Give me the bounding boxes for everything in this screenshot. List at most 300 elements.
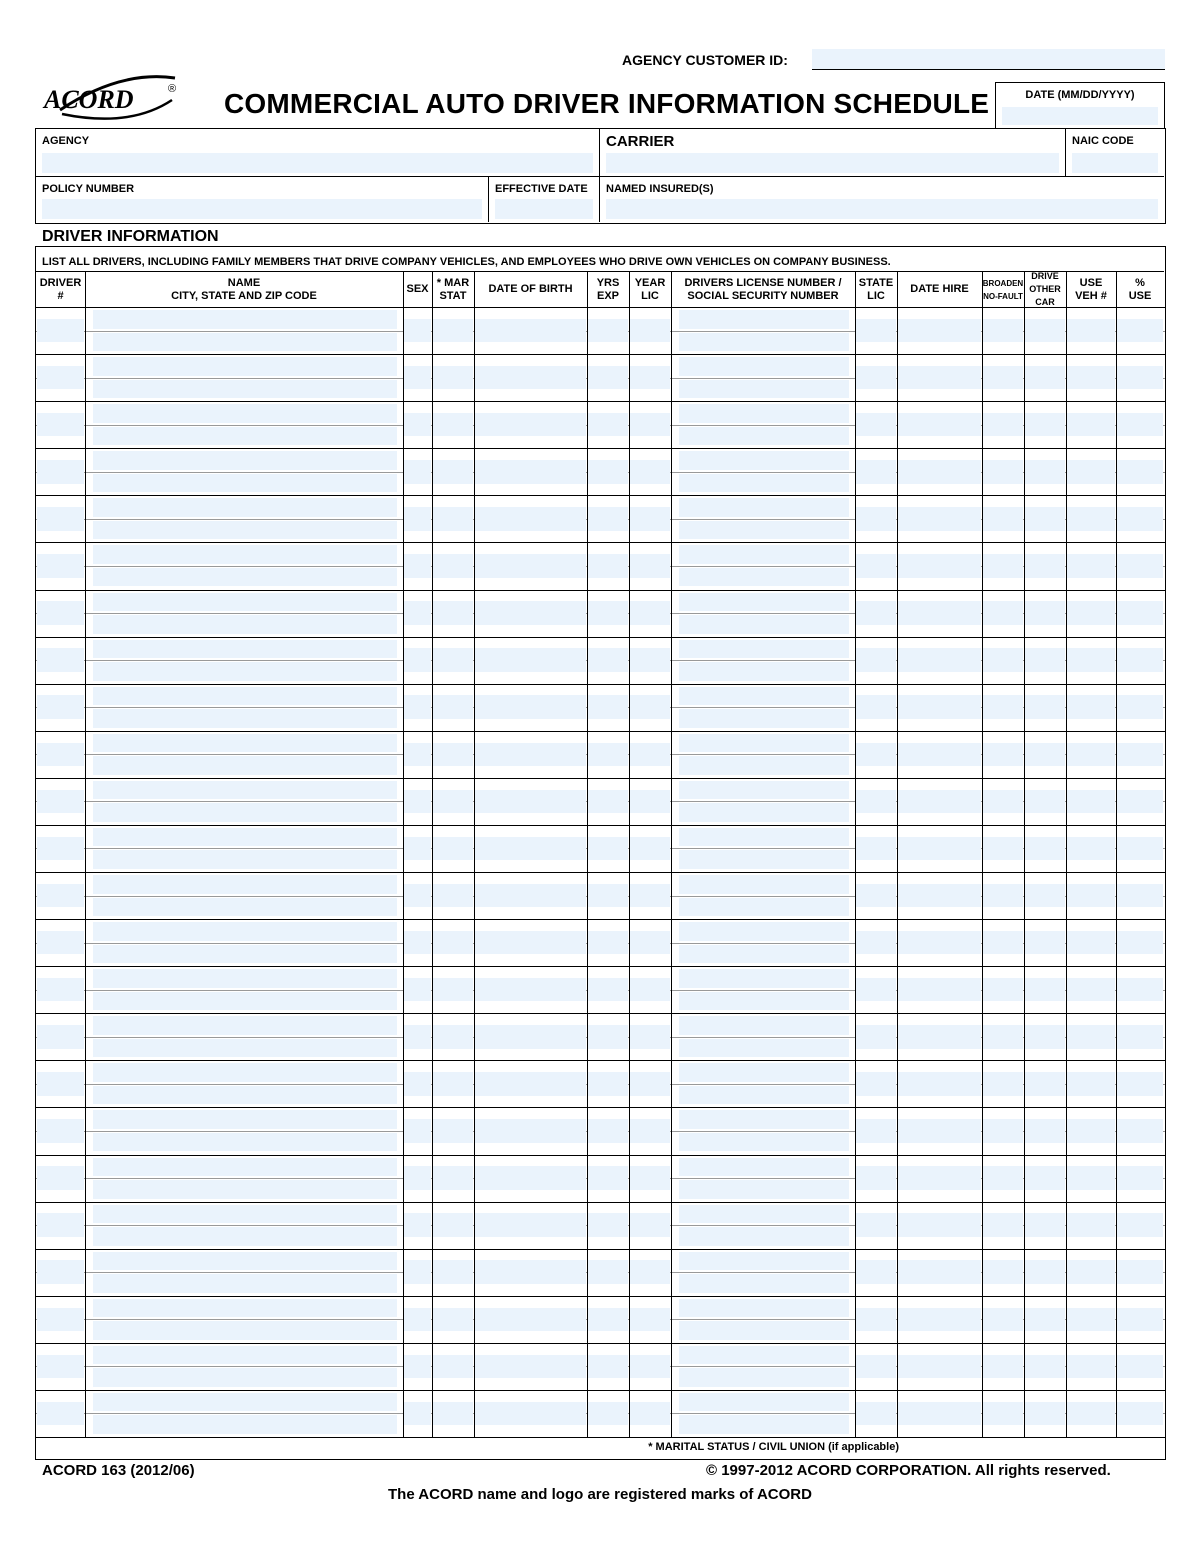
cell-license-ssn[interactable]: [679, 521, 849, 540]
cell-sex[interactable]: [404, 1260, 431, 1284]
cell-broaden[interactable]: [983, 366, 1023, 390]
cell-license-ssn[interactable]: [679, 1227, 849, 1246]
cell-hire[interactable]: [898, 319, 981, 343]
cell-name-name[interactable]: [93, 498, 397, 517]
cell-license-ssn[interactable]: [679, 803, 849, 822]
cell-dob[interactable]: [475, 1025, 586, 1049]
cell-license-license[interactable]: [679, 404, 849, 423]
cell-name-city-state-zip[interactable]: [93, 380, 397, 399]
cell-dob[interactable]: [475, 978, 586, 1002]
cell-mar[interactable]: [433, 601, 473, 625]
cell-hire[interactable]: [898, 978, 981, 1002]
cell-driver[interactable]: [37, 884, 84, 908]
cell-name-name[interactable]: [93, 1158, 397, 1177]
cell-drive_other[interactable]: [1025, 837, 1065, 861]
cell-sex[interactable]: [404, 695, 431, 719]
cell-name-city-state-zip[interactable]: [93, 1368, 397, 1387]
cell-yrs[interactable]: [588, 931, 628, 955]
cell-mar[interactable]: [433, 554, 473, 578]
cell-dob[interactable]: [475, 648, 586, 672]
cell-driver[interactable]: [37, 507, 84, 531]
cell-pct_use[interactable]: [1117, 695, 1163, 719]
cell-license-ssn[interactable]: [679, 1133, 849, 1152]
cell-pct_use[interactable]: [1117, 837, 1163, 861]
cell-license-license[interactable]: [679, 781, 849, 800]
cell-license-license[interactable]: [679, 1252, 849, 1271]
cell-mar[interactable]: [433, 1308, 473, 1332]
cell-yrs[interactable]: [588, 366, 628, 390]
cell-yrs[interactable]: [588, 978, 628, 1002]
cell-driver[interactable]: [37, 790, 84, 814]
cell-pct_use[interactable]: [1117, 790, 1163, 814]
cell-broaden[interactable]: [983, 1072, 1023, 1096]
cell-driver[interactable]: [37, 460, 84, 484]
cell-sex[interactable]: [404, 1355, 431, 1379]
cell-state[interactable]: [856, 1213, 896, 1237]
cell-state[interactable]: [856, 366, 896, 390]
cell-name-city-state-zip[interactable]: [93, 709, 397, 728]
cell-dob[interactable]: [475, 1072, 586, 1096]
cell-pct_use[interactable]: [1117, 1072, 1163, 1096]
cell-driver[interactable]: [37, 1402, 84, 1426]
cell-yrs[interactable]: [588, 1166, 628, 1190]
cell-driver[interactable]: [37, 648, 84, 672]
cell-state[interactable]: [856, 790, 896, 814]
cell-state[interactable]: [856, 931, 896, 955]
cell-name-city-state-zip[interactable]: [93, 898, 397, 917]
cell-mar[interactable]: [433, 1402, 473, 1426]
cell-sex[interactable]: [404, 884, 431, 908]
cell-yrs[interactable]: [588, 1119, 628, 1143]
cell-name-name[interactable]: [93, 781, 397, 800]
cell-year[interactable]: [630, 1213, 670, 1237]
cell-hire[interactable]: [898, 884, 981, 908]
cell-drive_other[interactable]: [1025, 1025, 1065, 1049]
cell-license-license[interactable]: [679, 828, 849, 847]
cell-year[interactable]: [630, 1355, 670, 1379]
cell-hire[interactable]: [898, 1308, 981, 1332]
cell-license-ssn[interactable]: [679, 615, 849, 634]
cell-yrs[interactable]: [588, 790, 628, 814]
cell-hire[interactable]: [898, 1402, 981, 1426]
cell-yrs[interactable]: [588, 695, 628, 719]
cell-driver[interactable]: [37, 931, 84, 955]
cell-yrs[interactable]: [588, 1355, 628, 1379]
cell-state[interactable]: [856, 554, 896, 578]
cell-name-city-state-zip[interactable]: [93, 1274, 397, 1293]
cell-pct_use[interactable]: [1117, 460, 1163, 484]
cell-license-license[interactable]: [679, 357, 849, 376]
cell-year[interactable]: [630, 743, 670, 767]
cell-year[interactable]: [630, 1308, 670, 1332]
cell-drive_other[interactable]: [1025, 1260, 1065, 1284]
cell-license-license[interactable]: [679, 1205, 849, 1224]
cell-year[interactable]: [630, 978, 670, 1002]
cell-mar[interactable]: [433, 695, 473, 719]
cell-broaden[interactable]: [983, 507, 1023, 531]
cell-hire[interactable]: [898, 1072, 981, 1096]
cell-state[interactable]: [856, 978, 896, 1002]
cell-hire[interactable]: [898, 460, 981, 484]
cell-hire[interactable]: [898, 648, 981, 672]
cell-drive_other[interactable]: [1025, 1402, 1065, 1426]
cell-driver[interactable]: [37, 837, 84, 861]
naic-field[interactable]: [1072, 153, 1158, 173]
cell-yrs[interactable]: [588, 319, 628, 343]
cell-sex[interactable]: [404, 413, 431, 437]
cell-license-license[interactable]: [679, 1393, 849, 1412]
cell-mar[interactable]: [433, 366, 473, 390]
cell-name-city-state-zip[interactable]: [93, 1039, 397, 1058]
cell-pct_use[interactable]: [1117, 884, 1163, 908]
cell-sex[interactable]: [404, 931, 431, 955]
cell-sex[interactable]: [404, 1025, 431, 1049]
cell-driver[interactable]: [37, 1355, 84, 1379]
cell-hire[interactable]: [898, 1213, 981, 1237]
cell-use_veh[interactable]: [1067, 743, 1115, 767]
cell-yrs[interactable]: [588, 837, 628, 861]
cell-name-name[interactable]: [93, 922, 397, 941]
cell-pct_use[interactable]: [1117, 1308, 1163, 1332]
cell-drive_other[interactable]: [1025, 554, 1065, 578]
cell-license-license[interactable]: [679, 498, 849, 517]
cell-name-city-state-zip[interactable]: [93, 662, 397, 681]
cell-license-ssn[interactable]: [679, 709, 849, 728]
cell-pct_use[interactable]: [1117, 507, 1163, 531]
cell-broaden[interactable]: [983, 1308, 1023, 1332]
cell-drive_other[interactable]: [1025, 695, 1065, 719]
cell-dob[interactable]: [475, 460, 586, 484]
cell-broaden[interactable]: [983, 1025, 1023, 1049]
cell-state[interactable]: [856, 1402, 896, 1426]
cell-hire[interactable]: [898, 1260, 981, 1284]
cell-state[interactable]: [856, 601, 896, 625]
cell-drive_other[interactable]: [1025, 790, 1065, 814]
cell-year[interactable]: [630, 837, 670, 861]
cell-year[interactable]: [630, 366, 670, 390]
cell-broaden[interactable]: [983, 1355, 1023, 1379]
cell-yrs[interactable]: [588, 1213, 628, 1237]
cell-name-city-state-zip[interactable]: [93, 474, 397, 493]
cell-state[interactable]: [856, 884, 896, 908]
cell-yrs[interactable]: [588, 743, 628, 767]
cell-dob[interactable]: [475, 1260, 586, 1284]
cell-hire[interactable]: [898, 695, 981, 719]
cell-use_veh[interactable]: [1067, 366, 1115, 390]
cell-license-license[interactable]: [679, 310, 849, 329]
cell-dob[interactable]: [475, 1355, 586, 1379]
cell-state[interactable]: [856, 1355, 896, 1379]
cell-driver[interactable]: [37, 978, 84, 1002]
cell-pct_use[interactable]: [1117, 1166, 1163, 1190]
cell-sex[interactable]: [404, 460, 431, 484]
cell-name-city-state-zip[interactable]: [93, 1086, 397, 1105]
cell-license-ssn[interactable]: [679, 1180, 849, 1199]
cell-pct_use[interactable]: [1117, 743, 1163, 767]
cell-year[interactable]: [630, 1025, 670, 1049]
cell-hire[interactable]: [898, 743, 981, 767]
cell-name-name[interactable]: [93, 1393, 397, 1412]
cell-drive_other[interactable]: [1025, 1166, 1065, 1190]
cell-dob[interactable]: [475, 837, 586, 861]
cell-use_veh[interactable]: [1067, 1119, 1115, 1143]
cell-sex[interactable]: [404, 1072, 431, 1096]
cell-broaden[interactable]: [983, 695, 1023, 719]
cell-sex[interactable]: [404, 790, 431, 814]
cell-driver[interactable]: [37, 1025, 84, 1049]
cell-use_veh[interactable]: [1067, 1213, 1115, 1237]
cell-license-license[interactable]: [679, 1110, 849, 1129]
cell-mar[interactable]: [433, 648, 473, 672]
cell-name-name[interactable]: [93, 1110, 397, 1129]
cell-name-city-state-zip[interactable]: [93, 850, 397, 869]
cell-year[interactable]: [630, 601, 670, 625]
cell-dob[interactable]: [475, 790, 586, 814]
cell-mar[interactable]: [433, 1355, 473, 1379]
cell-year[interactable]: [630, 507, 670, 531]
cell-license-license[interactable]: [679, 451, 849, 470]
cell-name-city-state-zip[interactable]: [93, 333, 397, 352]
cell-license-license[interactable]: [679, 734, 849, 753]
cell-dob[interactable]: [475, 884, 586, 908]
cell-use_veh[interactable]: [1067, 1355, 1115, 1379]
cell-state[interactable]: [856, 1119, 896, 1143]
cell-pct_use[interactable]: [1117, 1260, 1163, 1284]
cell-license-license[interactable]: [679, 640, 849, 659]
named-insured-field[interactable]: [606, 199, 1158, 219]
cell-license-ssn[interactable]: [679, 1039, 849, 1058]
cell-broaden[interactable]: [983, 790, 1023, 814]
cell-pct_use[interactable]: [1117, 1119, 1163, 1143]
cell-hire[interactable]: [898, 601, 981, 625]
cell-sex[interactable]: [404, 1308, 431, 1332]
cell-dob[interactable]: [475, 366, 586, 390]
cell-mar[interactable]: [433, 1025, 473, 1049]
cell-license-ssn[interactable]: [679, 333, 849, 352]
cell-drive_other[interactable]: [1025, 978, 1065, 1002]
cell-driver[interactable]: [37, 1072, 84, 1096]
cell-license-ssn[interactable]: [679, 1368, 849, 1387]
cell-broaden[interactable]: [983, 931, 1023, 955]
cell-sex[interactable]: [404, 648, 431, 672]
cell-license-ssn[interactable]: [679, 1321, 849, 1340]
cell-name-city-state-zip[interactable]: [93, 568, 397, 587]
cell-mar[interactable]: [433, 1119, 473, 1143]
cell-state[interactable]: [856, 837, 896, 861]
policy-number-field[interactable]: [42, 199, 482, 219]
cell-name-name[interactable]: [93, 1205, 397, 1224]
cell-driver[interactable]: [37, 319, 84, 343]
effective-date-field[interactable]: [495, 199, 593, 219]
cell-license-ssn[interactable]: [679, 662, 849, 681]
cell-drive_other[interactable]: [1025, 931, 1065, 955]
cell-drive_other[interactable]: [1025, 648, 1065, 672]
cell-license-license[interactable]: [679, 922, 849, 941]
cell-state[interactable]: [856, 1025, 896, 1049]
cell-hire[interactable]: [898, 1166, 981, 1190]
cell-year[interactable]: [630, 460, 670, 484]
cell-driver[interactable]: [37, 554, 84, 578]
cell-drive_other[interactable]: [1025, 413, 1065, 437]
cell-state[interactable]: [856, 1260, 896, 1284]
cell-broaden[interactable]: [983, 884, 1023, 908]
cell-sex[interactable]: [404, 743, 431, 767]
cell-license-ssn[interactable]: [679, 568, 849, 587]
cell-name-city-state-zip[interactable]: [93, 992, 397, 1011]
cell-dob[interactable]: [475, 601, 586, 625]
cell-license-ssn[interactable]: [679, 898, 849, 917]
cell-broaden[interactable]: [983, 413, 1023, 437]
cell-mar[interactable]: [433, 1260, 473, 1284]
cell-license-license[interactable]: [679, 1016, 849, 1035]
cell-year[interactable]: [630, 1402, 670, 1426]
cell-pct_use[interactable]: [1117, 978, 1163, 1002]
cell-use_veh[interactable]: [1067, 884, 1115, 908]
cell-state[interactable]: [856, 413, 896, 437]
cell-state[interactable]: [856, 743, 896, 767]
cell-license-ssn[interactable]: [679, 1415, 849, 1434]
cell-sex[interactable]: [404, 837, 431, 861]
cell-license-license[interactable]: [679, 1158, 849, 1177]
cell-hire[interactable]: [898, 554, 981, 578]
date-field[interactable]: [1002, 107, 1158, 125]
cell-year[interactable]: [630, 319, 670, 343]
cell-name-name[interactable]: [93, 687, 397, 706]
cell-license-license[interactable]: [679, 545, 849, 564]
cell-pct_use[interactable]: [1117, 1025, 1163, 1049]
cell-state[interactable]: [856, 507, 896, 531]
cell-sex[interactable]: [404, 554, 431, 578]
cell-name-city-state-zip[interactable]: [93, 1415, 397, 1434]
cell-pct_use[interactable]: [1117, 366, 1163, 390]
cell-drive_other[interactable]: [1025, 507, 1065, 531]
cell-name-name[interactable]: [93, 1346, 397, 1365]
cell-drive_other[interactable]: [1025, 366, 1065, 390]
cell-use_veh[interactable]: [1067, 1260, 1115, 1284]
cell-license-license[interactable]: [679, 593, 849, 612]
cell-sex[interactable]: [404, 1119, 431, 1143]
cell-broaden[interactable]: [983, 1119, 1023, 1143]
cell-driver[interactable]: [37, 413, 84, 437]
cell-license-ssn[interactable]: [679, 1274, 849, 1293]
cell-sex[interactable]: [404, 319, 431, 343]
cell-yrs[interactable]: [588, 1072, 628, 1096]
cell-hire[interactable]: [898, 366, 981, 390]
cell-dob[interactable]: [475, 931, 586, 955]
cell-mar[interactable]: [433, 507, 473, 531]
cell-dob[interactable]: [475, 1402, 586, 1426]
cell-yrs[interactable]: [588, 1025, 628, 1049]
cell-dob[interactable]: [475, 695, 586, 719]
cell-yrs[interactable]: [588, 884, 628, 908]
cell-dob[interactable]: [475, 554, 586, 578]
cell-sex[interactable]: [404, 978, 431, 1002]
cell-state[interactable]: [856, 460, 896, 484]
cell-sex[interactable]: [404, 1213, 431, 1237]
cell-state[interactable]: [856, 319, 896, 343]
cell-license-license[interactable]: [679, 687, 849, 706]
cell-broaden[interactable]: [983, 978, 1023, 1002]
cell-license-ssn[interactable]: [679, 1086, 849, 1105]
cell-name-city-state-zip[interactable]: [93, 521, 397, 540]
cell-broaden[interactable]: [983, 601, 1023, 625]
cell-drive_other[interactable]: [1025, 460, 1065, 484]
cell-mar[interactable]: [433, 743, 473, 767]
cell-license-ssn[interactable]: [679, 380, 849, 399]
cell-pct_use[interactable]: [1117, 648, 1163, 672]
cell-driver[interactable]: [37, 1260, 84, 1284]
cell-broaden[interactable]: [983, 743, 1023, 767]
cell-name-city-state-zip[interactable]: [93, 1321, 397, 1340]
cell-dob[interactable]: [475, 1213, 586, 1237]
cell-driver[interactable]: [37, 695, 84, 719]
cell-mar[interactable]: [433, 1166, 473, 1190]
cell-license-ssn[interactable]: [679, 945, 849, 964]
cell-broaden[interactable]: [983, 648, 1023, 672]
cell-driver[interactable]: [37, 1308, 84, 1332]
cell-license-ssn[interactable]: [679, 756, 849, 775]
cell-yrs[interactable]: [588, 1308, 628, 1332]
cell-broaden[interactable]: [983, 1213, 1023, 1237]
cell-name-name[interactable]: [93, 1299, 397, 1318]
cell-state[interactable]: [856, 648, 896, 672]
cell-broaden[interactable]: [983, 319, 1023, 343]
cell-year[interactable]: [630, 1166, 670, 1190]
cell-name-name[interactable]: [93, 640, 397, 659]
cell-use_veh[interactable]: [1067, 507, 1115, 531]
cell-name-name[interactable]: [93, 875, 397, 894]
cell-mar[interactable]: [433, 413, 473, 437]
cell-name-name[interactable]: [93, 734, 397, 753]
cell-license-ssn[interactable]: [679, 427, 849, 446]
cell-name-city-state-zip[interactable]: [93, 756, 397, 775]
cell-state[interactable]: [856, 1166, 896, 1190]
cell-drive_other[interactable]: [1025, 1072, 1065, 1096]
cell-year[interactable]: [630, 413, 670, 437]
cell-use_veh[interactable]: [1067, 695, 1115, 719]
cell-yrs[interactable]: [588, 413, 628, 437]
cell-dob[interactable]: [475, 413, 586, 437]
cell-use_veh[interactable]: [1067, 554, 1115, 578]
cell-name-name[interactable]: [93, 1016, 397, 1035]
cell-name-city-state-zip[interactable]: [93, 615, 397, 634]
cell-license-license[interactable]: [679, 1346, 849, 1365]
cell-pct_use[interactable]: [1117, 413, 1163, 437]
cell-yrs[interactable]: [588, 1402, 628, 1426]
cell-use_veh[interactable]: [1067, 790, 1115, 814]
cell-year[interactable]: [630, 931, 670, 955]
cell-drive_other[interactable]: [1025, 601, 1065, 625]
cell-drive_other[interactable]: [1025, 319, 1065, 343]
cell-driver[interactable]: [37, 1166, 84, 1190]
cell-driver[interactable]: [37, 743, 84, 767]
cell-sex[interactable]: [404, 1402, 431, 1426]
cell-state[interactable]: [856, 695, 896, 719]
cell-drive_other[interactable]: [1025, 1119, 1065, 1143]
cell-license-ssn[interactable]: [679, 850, 849, 869]
cell-name-city-state-zip[interactable]: [93, 1227, 397, 1246]
agency-customer-id-field[interactable]: [812, 49, 1165, 70]
cell-yrs[interactable]: [588, 507, 628, 531]
cell-license-license[interactable]: [679, 1299, 849, 1318]
cell-dob[interactable]: [475, 1119, 586, 1143]
cell-broaden[interactable]: [983, 554, 1023, 578]
cell-hire[interactable]: [898, 507, 981, 531]
cell-use_veh[interactable]: [1067, 413, 1115, 437]
cell-yrs[interactable]: [588, 554, 628, 578]
cell-driver[interactable]: [37, 1213, 84, 1237]
cell-pct_use[interactable]: [1117, 1402, 1163, 1426]
